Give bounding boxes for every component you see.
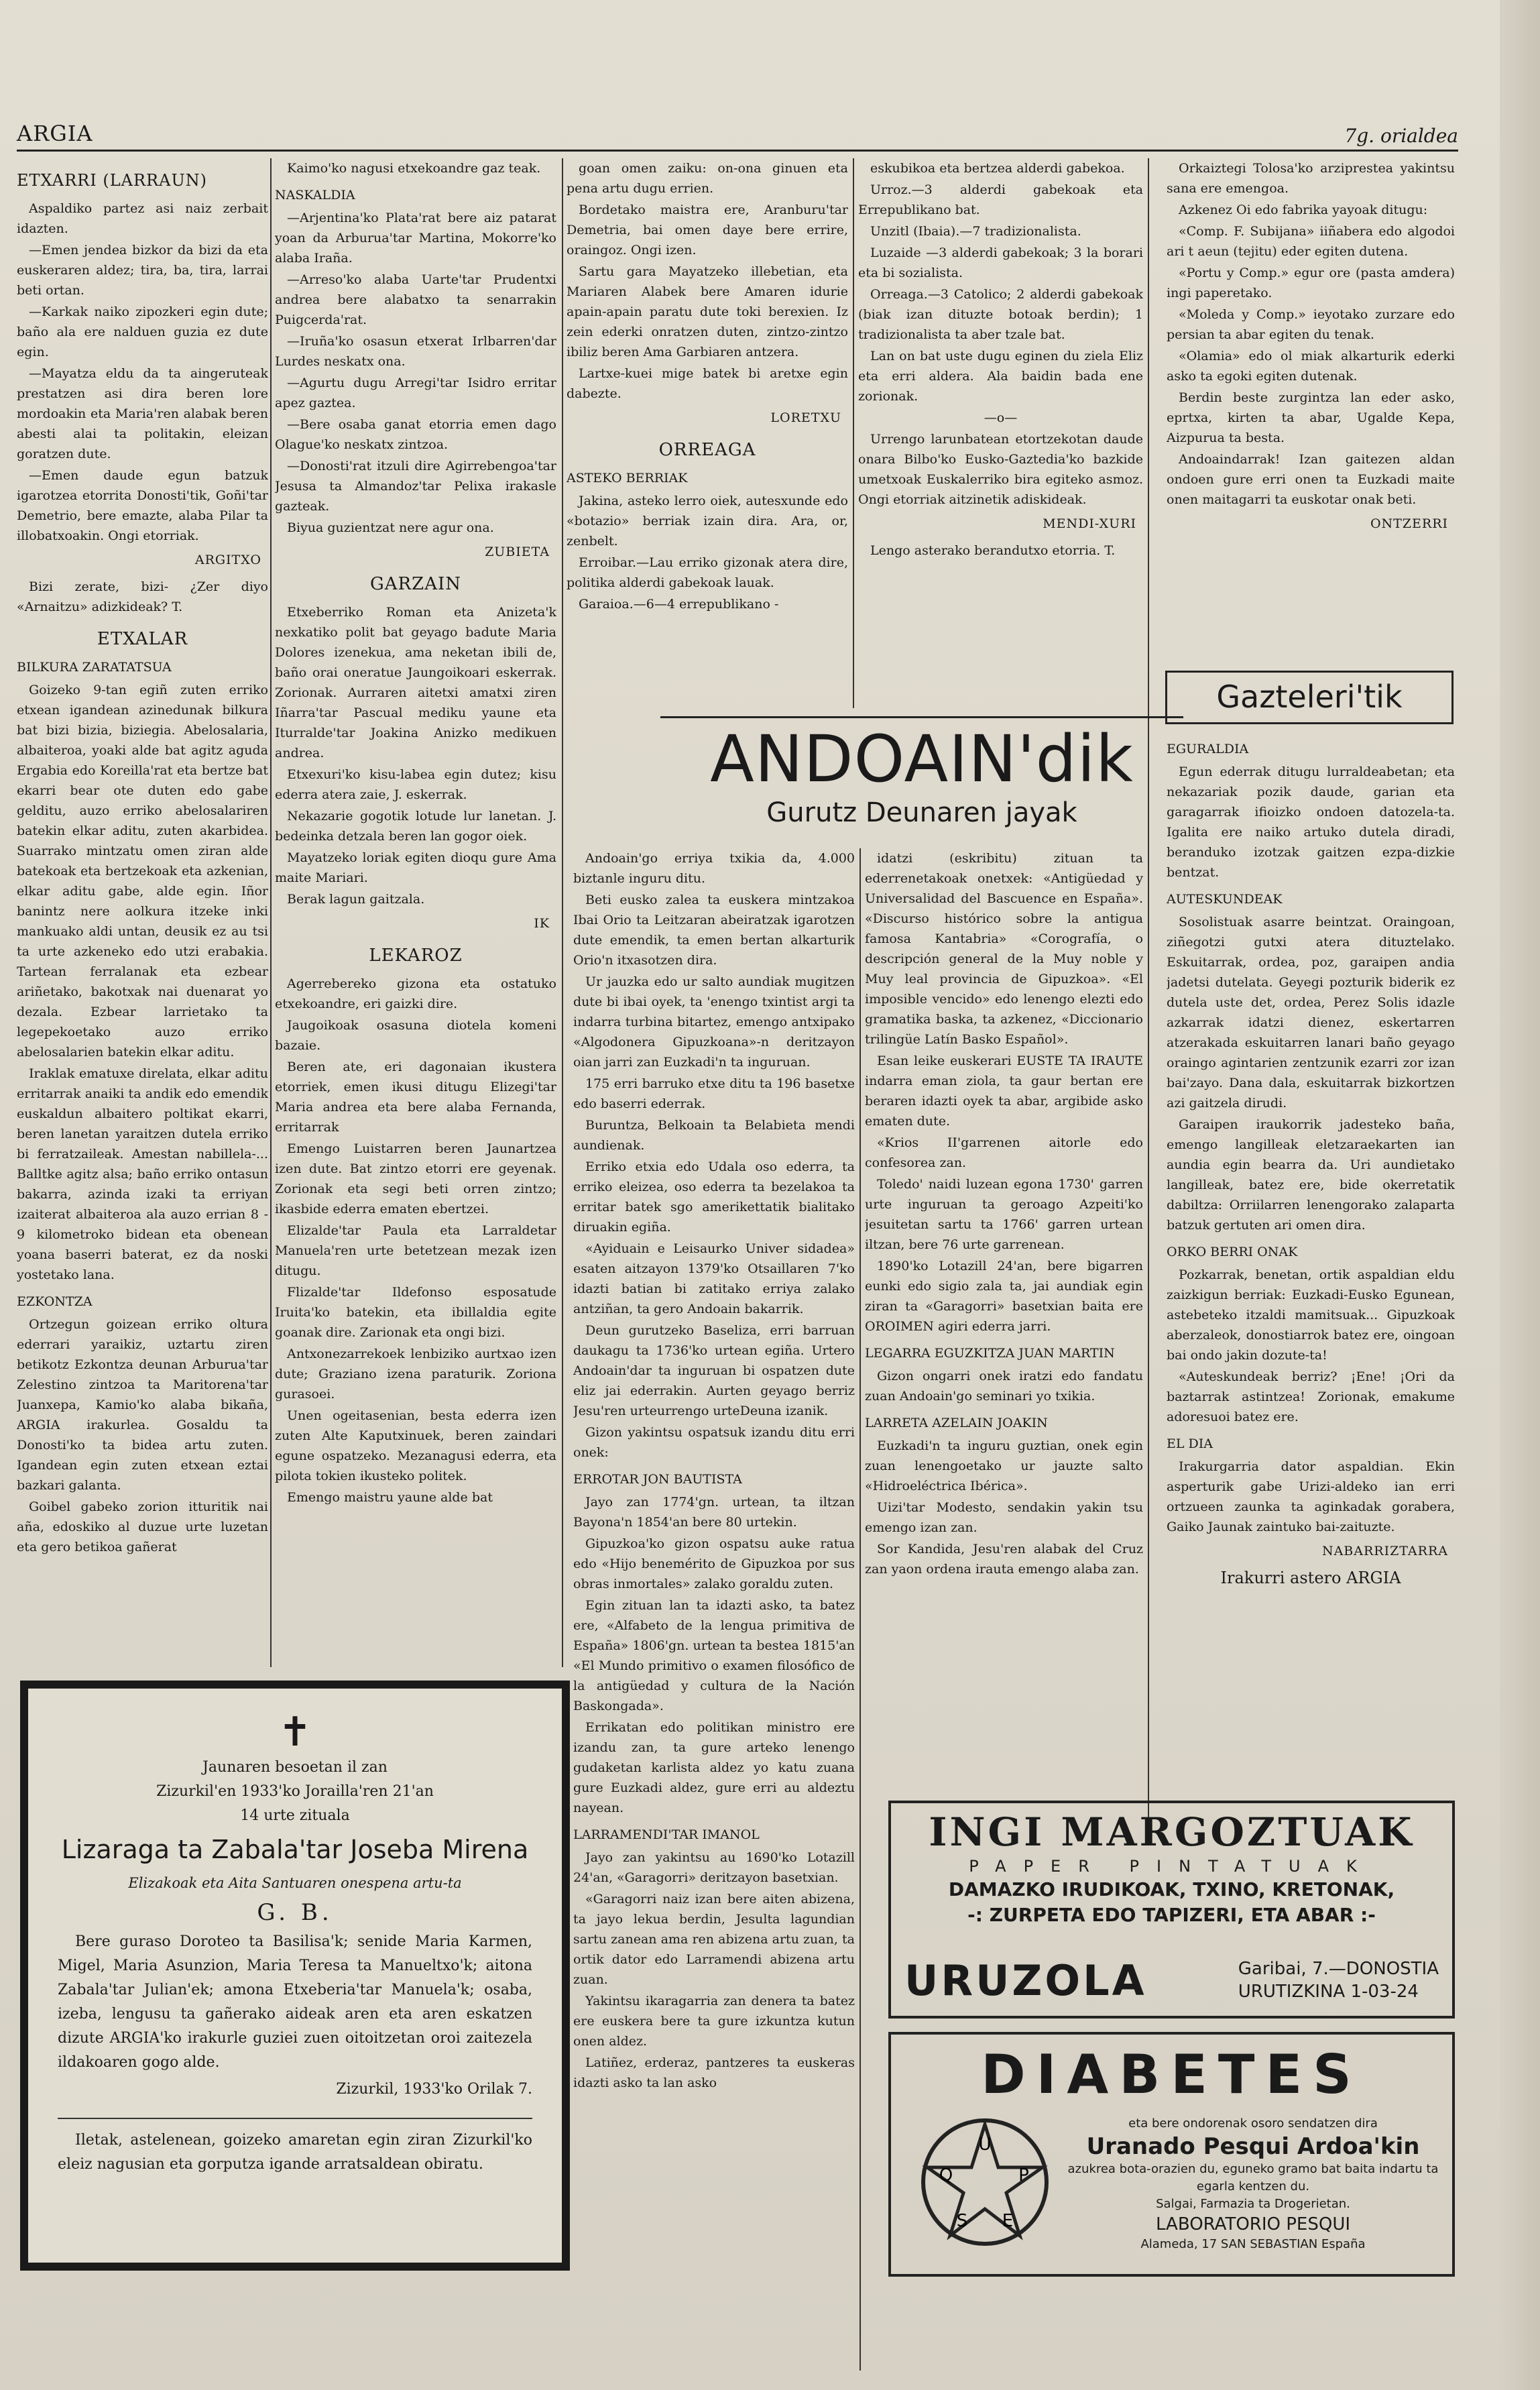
paragraph: Andoain'go erriya txikia da, 4.000 biztanle inguru ditu. <box>573 851 855 886</box>
paragraph: Emengo Luistarren beren Jaunartzea izen dute. Bat zintzo etorri ere geyenak. Zorionak eta segi beti orren zintzo; ikasbide ederra ematen ebertzei. <box>275 1141 556 1216</box>
signature: NABARRIZTARRA <box>1321 1544 1448 1558</box>
paragraph: Toledo' naidi luzean egona 1730' garren urte inguruan ta geroago Azpeiti'ko jesuitetan sartu ta 1766' garren urtean iltzan, bere 76 urte garrenean. <box>865 1177 1143 1252</box>
paragraph: «Ayiduain e Leisaurko Univer sidadea» esaten aitzayon 1379'ko Otsaillaren 7'ko idazti batian bi zatitako erriya zalako antziñan, ta gero Andoain bakarrik. <box>573 1241 855 1316</box>
section-title: LEKAROZ <box>369 946 463 966</box>
paragraph: Etxexuri'ko kisu-labea egin dutez; kisu ederra atera zaie, J. eskerrak. <box>275 767 556 802</box>
paragraph: —Emen daude egun batzuk igarotzea etorrita Donosti'tik, Goñi'tar Demetrio, bere emazte, alaba Pilar ta illobatxoakin. Ongi etorriak. <box>17 468 268 543</box>
andoain-title: ANDOAIN'dik <box>710 722 1134 797</box>
paragraph: —Iruña'ko osasun etxerat Irlbarren'dar Lurdes neskatx ona. <box>275 334 556 369</box>
paragraph: Berdin beste zurgintza lan eder asko, eprtxa, kirten ta abar, Ugalde Kepa, Aizpurua ta besta. <box>1167 390 1455 445</box>
page-edge <box>1500 0 1540 2390</box>
obituary-line: 14 urte zituala <box>240 1807 350 1824</box>
signature: IK <box>534 916 550 931</box>
paragraph: Bizi zerate, bizi- ¿Zer diyo «Arnaitzu» adizkideak? T. <box>17 579 268 614</box>
paragraph: Goizeko 9-tan egiñ zuten erriko etxean igandean azinedunak bilkura bat bizi bizia, biziegia. Abelosalaria, albaiteroa, yoaki alde bat agitz aguda Ergabia edo Koreilla'rat eta bertze bat ekarri bear ote duten edo gabe gelditu, auzo erriko abelosalariren batekin elkar aditu, zuten akarbidea. Suarrako mintzatu omen ziran alde batekoak eta bertzekoak eta azkenian, elkar aditu gabe, alde egin. Iñor banintz nere aolkura itzeke inki mankuako aldi untan, deusik ez au tsi ta urte azkeneko edo utzi erabakia. Tartean ferralanak eta ezbear ariñetako, bakotxak nai duenarat yo dezala. Ezbear larrietako ta legepekoetako auzo erriko abelosalarien batekin elkar aditu. <box>17 683 268 1060</box>
paragraph: Sor Kandida, Jesu'ren alabak del Cruz zan yaon ordena irauta emengo alaba zan. <box>865 1542 1143 1577</box>
diabetes-advertisement <box>888 2032 1455 2277</box>
subscribe-line: Irakurri astero ARGIA <box>1220 1569 1401 1587</box>
paragraph: Jayo zan yakintsu au 1690'ko Lotazill 24'an, «Garagorri» deritzayon basetxian. <box>573 1850 855 1885</box>
paragraph: —Karkak naiko zipozkeri egin dute; baño ala ere nalduen guzia ez dute egin. <box>17 304 268 359</box>
star-letter: E <box>1002 2211 1014 2231</box>
section-title: ORREAGA <box>658 440 756 460</box>
paragraph: 1890'ko Lotazill 24'an, bere bigarren eunki edo sigio zala ta, jai aundiak egin ziran ta «Garagorri» basetxian baita ere OROIMEN agiri ederra jarri. <box>865 1259 1143 1334</box>
paragraph: —Emen jendea bizkor da bizi da eta euskeraren aldez; tira, ba, tira, larrai beti ortan. <box>17 243 268 298</box>
paragraph: —Mayatza eldu da ta aingeruteak prestatzen asi dira beren lore mordoakin eta Maria'ren alabak beren abesti alai ta politakin, eleizan goratzen dute. <box>17 366 268 461</box>
paragraph: Berak lagun gaitzala. <box>287 892 425 907</box>
page-number: 7g. orialdea <box>1344 125 1458 147</box>
ad-text <box>1065 2115 1441 2253</box>
paragraph: Ur jauzka edo ur salto aundiak mugitzen dute bi ibai oyek, ta 'enengo txintist argi ta indarra turbina bitartez, emengo antxipako «Algodonera Gipuzkoana»-n deritzayon oian jarri zan Euzkadi'n ta inguruan. <box>573 974 855 1070</box>
paragraph: Mayatzeko loriak egiten dioqu gure Ama maite Mariari. <box>275 850 556 885</box>
paragraph: Beren ate, eri dagonaian ikustera etorriek, emen ikusi ditugu Elizegi'tar Maria andrea eta bere alaba Fernanda, erritarrak <box>275 1060 556 1135</box>
paragraph: «Krios II'garrenen aitorle edo confesorea zan. <box>865 1135 1143 1170</box>
ad-title: DIABETES <box>981 2043 1362 2106</box>
column-rule <box>270 158 272 1667</box>
paragraph: Buruntza, Belkoain ta Belabieta mendi aundienak. <box>573 1118 855 1153</box>
paragraph: Urrengo larunbatean etortzekotan daude onara Bilbo'ko Eusko-Gaztedia'ko bazkide umetxoak Euskalerriko bira egiteko asmoz. Ongi etorriak aitzinetik adiskideak. <box>858 432 1143 507</box>
ad-brand: URUZOLA <box>904 1956 1147 2005</box>
paragraph: Euzkadi'n ta inguru guztian, onek egin zuan lenengoetako ur jauzte salto «Hidroeléctrica Ibérica». <box>865 1438 1143 1493</box>
paragraph: —Arreso'ko alaba Uarte'tar Prudentxi andrea bere alabatxo ta senarrakin Puigcerda'rat. <box>275 272 556 327</box>
paragraph: Erriko etxia edo Udala oso ederra, ta erriko eleizea, oso ederra ta bezelakoa ta erritar batek sgo amerikettatik bialitako diruakin egiña. <box>573 1159 855 1235</box>
subheading: NASKALDIA <box>275 188 355 203</box>
column-rule <box>860 848 861 2371</box>
section-title: ETXARRI (LARRAUN) <box>17 171 208 190</box>
paragraph: Kaimo'ko nagusi etxekoandre gaz teak. <box>287 161 541 176</box>
subheading: EGURALDIA <box>1167 742 1249 756</box>
paragraph: —Bere osaba ganat etorria emen dago Olague'ko neskatx zintzoa. <box>275 417 556 452</box>
ad-address-line: Garibai, 7.—DONOSTIA <box>1238 1959 1439 1979</box>
column-5-bottom <box>1167 732 1455 1785</box>
paragraph: Latiñez, erderaz, pantzeres ta euskeras idazti asko ta lan asko <box>573 2055 855 2090</box>
divider <box>58 2118 532 2119</box>
paragraph: Goibel gabeko zorion itturitik nai aña, edoskiko al duzue urte luzetan eta gero betikoa gañerat <box>17 1499 268 1554</box>
obituary-initials: G. B. <box>257 1899 333 1926</box>
column-rule <box>853 158 854 708</box>
signature: ZUBIETA <box>485 545 550 559</box>
ad-line: DAMAZKO IRUDIKOAK, TXINO, KRETONAK, <box>948 1878 1395 1900</box>
paragraph: Andoaindarrak! Izan gaitezen aldan ondoen gure erri onen ta Euzkadi maite onen maitagarri ta euskotar onak beti. <box>1167 452 1455 507</box>
paragraph: «Portu y Comp.» egur ore (pasta amdera) ingi paperetako. <box>1167 266 1455 300</box>
column-5-top <box>1167 158 1455 661</box>
paragraph: Orreaga.—3 Catolico; 2 alderdi gabekoak (biak izan dituzte botoak berdin); 1 tradizionalista ta aber tzale bat. <box>858 287 1143 342</box>
column-1 <box>17 158 268 1664</box>
paragraph: «Garagorri naiz izan bere aiten abizena, ta jayo lekua berdin, Jesulta lagundian sartu zanean ama ren abizena artu zuan, ta ortik dator edo Larramendi abizena artu zuan. <box>573 1892 855 1987</box>
paragraph: Lan on bat uste dugu eginen du ziela Eliz eta erri aldera. Ala baidin bada ene zorionak. <box>858 349 1143 404</box>
paragraph: Biyua guzientzat nere agur ona. <box>287 520 494 535</box>
gazteleri-box-title: Gazteleri'tik <box>1165 671 1454 724</box>
paragraph: Flizalde'tar Ildefonso esposatude Iruita'ko batekin, eta ibillaldia egite goanak dire. Zarionak eta ongi bizi. <box>275 1285 556 1340</box>
paragraph: Egun ederrak ditugu lurraldeabetan; eta nekazariak pozik daude, garian eta garagarrak ifioizko ondoen datozela-ta. Igalita ere naiko artuko dutela diradi, beranduko izotzak gaitzen ezpa-dizkie bentzat. <box>1167 764 1455 880</box>
paragraph: Elizalde'tar Paula eta Larraldetar Manuela'ren urte betetzean mezak izen ditugu. <box>275 1223 556 1278</box>
section-title: GARZAIN <box>370 574 461 594</box>
subheading: EL DIA <box>1167 1436 1213 1451</box>
ad-title: INGI MARGOZTUAK <box>929 1809 1415 1855</box>
ad-address-line: URUTIZKINA 1-03-24 <box>1238 1982 1419 2002</box>
obituary-notice <box>20 1681 570 2271</box>
paragraph: —Agurtu dugu Arregi'tar Isidro erritar apez gaztea. <box>275 376 556 410</box>
ad-laboratory: LABORATORIO PESQUI <box>1155 2214 1351 2234</box>
cross-icon: ✝ <box>278 1709 312 1756</box>
signature: LORETXU <box>770 410 841 425</box>
section-title: ETXALAR <box>97 629 188 649</box>
paragraph: idatzi (eskribitu) zituan ta ederrenetakoak onetxek: «Antigüedad y Universalidad del Bascuence en España». «Discurso histórico sobre la antigua famosa Kantabria» «Corografía, o descripción general de la Muy noble y Muy leal provincia de Gipuzkoa». «El imposible vencido» edo lenengo elezti edo gramatika baska, ta azkenez, «Diccionario trilingüe Latín Basko Español». <box>865 851 1143 1047</box>
paragraph: Sosolistuak asarre beintzat. Oraingoan, ziñegotzi gutxi atera dituztelako. Eskuitarrak, ordea, poz, garaipen andia jadetsi dutelata. Geyegi pozturik biderik ez dutela uste det, ordea, Perez Solis idazle azkarrak idatzi dienez, eskertarren atzerakada eskuitarren lanari baño geyago oraingo agintarien zentzunik ezarri zor izan bai'zayo. Dana dala, eskuitarrak bizkortzen azi gaitzela dirudi. <box>1167 915 1455 1111</box>
paragraph: —Donosti'rat itzuli dire Agirrebengoa'tar Jesusa ta Almandoz'tar Pelixa irakasle gazteak. <box>275 459 556 514</box>
paragraph: Lengo asterako berandutxo etorria. T. <box>870 543 1116 558</box>
paragraph: Irakurgarria dator aspaldian. Ekin asperturik gabe Urizi-aldeko ian erri ortzueen zaunka ta aginkadak gorabera, Gaiko Jaunak zaintuko bai-zaituzte. <box>1167 1459 1455 1534</box>
ad-address: Alameda, 17 SAN SEBASTIAN España <box>1140 2237 1366 2251</box>
paragraph: goan omen zaiku: on-ona ginuen eta pena artu dugu errien. <box>567 161 848 196</box>
paragraph: Orkaiztegi Tolosa'ko arziprestea yakintsu sana ere emengoa. <box>1167 161 1455 196</box>
paragraph: Agerrebereko gizona eta ostatuko etxekoandre, eri gaizki dire. <box>275 976 556 1011</box>
paragraph: eskubikoa eta bertzea alderdi gabekoa. <box>870 161 1125 176</box>
paragraph: Sartu gara Mayatzeko illebetian, eta Mariaren Alabek bere Amaren idurie apain-apain paratu dute toki berexien. Iz zein ederki onratzen duten, zintzo-zintzo ibiliz beren Ama Garbiaren antzera. <box>567 264 848 359</box>
andoain-subtitle: Gurutz Deunaren jayak <box>766 797 1077 828</box>
star-letter: S <box>956 2211 968 2231</box>
column-rule <box>562 158 563 1667</box>
paragraph: Luzaide —3 alderdi gabekoak; 3 la borari eta bi sozialista. <box>858 245 1143 280</box>
column-rule <box>1148 158 1149 1835</box>
star-letter: Q <box>939 2165 953 2185</box>
ad-brand: Uranado Pesqui Ardoa'kin <box>1086 2133 1420 2160</box>
obituary-rites: Elizakoak eta Aita Santuaren onespena artu-ta <box>128 1875 462 1891</box>
deceased-name: Lizaraga ta Zabala'tar Joseba Mirena <box>61 1835 529 1864</box>
subheading: EZKONTZA <box>17 1294 93 1309</box>
star-letter: U <box>978 2135 992 2155</box>
paragraph: Emengo maistru yaune alde bat <box>287 1490 493 1505</box>
paragraph: Garaioa.—6—4 errepublikano - <box>579 597 779 612</box>
paragraph: —Arjentina'ko Plata'rat bere aiz patarat yoan da Arburua'tar Martina, Mokorre'ko alaba Iraña. <box>275 211 556 266</box>
signature: MENDI-XURI <box>1043 516 1136 531</box>
paragraph: Jaugoikoak osasuna diotela komeni bazaie. <box>275 1018 556 1053</box>
paragraph: 175 erri barruko etxe ditu ta 196 basetxe edo baserri ederrak. <box>573 1076 855 1111</box>
paragraph: Bordetako maistra ere, Aranburu'tar Demetria, bai omen daye bere errire, oraingoz. Ongi izen. <box>567 203 848 258</box>
paragraph: Egin zituan lan ta idazti asko, ta batez ere, «Alfabeto de la lengua primitiva de España» 1806'gn. urtean ta bestea 1815'an «El Mundo primitivo o examen filosófico de la antigüedad y cultura de la Nación Baskongada». <box>573 1598 855 1713</box>
obituary-line: Zizurkil'en 1933'ko Jorailla'ren 21'an <box>156 1783 434 1800</box>
separator: —o— <box>984 410 1018 425</box>
subheading: AUTESKUNDEAK <box>1167 892 1283 907</box>
subheading: ASTEKO BERRIAK <box>567 471 688 486</box>
column-2 <box>275 158 556 1664</box>
paragraph: Jakina, asteko lerro oiek, autesxunde edo «botazio» berriak izain dira. Ara, or, zenbelt. <box>567 494 848 549</box>
paragraph: Uizi'tar Modesto, sendakin yakin tsu emengo izan zan. <box>865 1500 1143 1535</box>
paragraph: Unzitl (Ibaia).—7 tradizionalista. <box>870 224 1081 239</box>
wallpaper-advertisement <box>888 1801 1455 2018</box>
obituary-note: Iletak, astelenean, goizeko amaretan egin ziran Zizurkil'ko eleiz nagusian eta gorputza igande arratsaldean obiratu. <box>58 2132 532 2173</box>
ad-subtitle: PAPER PINTATUAK <box>969 1857 1374 1876</box>
column-7 <box>865 848 1143 1787</box>
paragraph: «Auteskundeak berriz? ¡Ene! ¡Ori da baztarrak astintzea! Zorionak, emakume adoresuoi batez ere. <box>1167 1369 1455 1424</box>
paragraph: Esan leike euskerari EUSTE TA IRAUTE indarra eman ziola, ta gaur bertan ere beraren idazti oyek ta abar, argibide asko ematen dute. <box>865 1054 1143 1129</box>
paragraph: Urroz.—3 alderdi gabekoak eta Errepublikano bat. <box>858 182 1143 217</box>
paragraph: Etxeberriko Roman eta Anizeta'k nexkatiko polit bat geyago badute Maria Dolores izenekua, ama neketan ibili de, baño orai oneratue Jaungoikoari eskerrak. Zorionak. Aurraren aitetxi amatxi ziren Iñarra'tar Pascual mediku yaune eta Iturralde'tar Joakina Anizko medikuen andrea. <box>275 605 556 760</box>
paragraph: «Comp. F. Subijana» iiñabera edo algodoi ari t aeun (tejitu) eder egiten dutena. <box>1167 224 1455 259</box>
column-3 <box>567 158 848 705</box>
paragraph: Gizon ongarri onek iratzi edo fandatu zuan Andoain'go seminari yo txikia. <box>865 1369 1143 1404</box>
paragraph: Gipuzkoa'ko gizon ospatsu auke ratua edo «Hijo benemérito de Gipuzkoa por sus obras inmortales» zalako goraldu zuten. <box>573 1536 855 1591</box>
paragraph: Iraklak ematuxe direlata, elkar aditu erritarrak anaiki ta andik edo emendik euskaldun albaitero poltikat ekarri, beren lanetan yaraitzen dutela erriko bi ferratzaileak. Amestan nabillela-... Balltke agitz alsa; baño erriko ontasun bakarra, azinda izaki ta erriyan izaiterat albaiteroa ala auzo errian 8 - 9 kilometroko bidean eta obenean yoana baserri baterat, ez da noski yostetako lana. <box>17 1066 268 1282</box>
paragraph: «Olamia» edo ol miak alkarturik ederki asko ta egoki egiten dutenak. <box>1167 349 1455 384</box>
paragraph: Garaipen iraukorrik jadesteko baña, emengo langilleak eletzaraekarten ian aundia egin bearra da. Uri aundietako langilleak, batez ere, bide okerretatik dabiltza: Orriilarren lenengorako zalaparta batzuk gertuten ari omen dira. <box>1167 1117 1455 1233</box>
paragraph: Pozkarrak, benetan, ortik aspaldian eldu zaizkigun berriak: Euzkadi-Eusko Egunean, astebeteko itzaldi mamitsuak... Gipuzkoak aberzaleok, donostiarrok batez ere, oingoan bai ondo jakin dozute-ta! <box>1167 1267 1455 1363</box>
signature: ONTZERRI <box>1370 516 1448 531</box>
andoain-article-header <box>660 716 1183 850</box>
subheading: ERROTAR JON BAUTISTA <box>573 1472 742 1487</box>
signature: ARGITXO <box>194 553 261 567</box>
paragraph: «Moleda y Comp.» ieyotako zurzare edo persian ta abar egiten du tenak. <box>1167 307 1455 342</box>
paragraph: Errikatan edo politikan ministro ere izandu zan, ta gure arteko lenengo gudaketan karlista aldez yo katu zuana gure Euzkadi aldez, gure erri au aldeztu nayean. <box>573 1720 855 1815</box>
paragraph: Ortzegun goizean erriko oltura ederrari yaraikiz, uztartu ziren betikotz Ezkontza deunan Arburua'tar Zelestino zintzoa ta Maritorena'tar Juanxepa, Kamio'ko alaba bikaña, ARGIA irakurlea. Gosaldu ta Donosti'ko ta bidea artu zuten. Igandean egin zuten etxean eztai bazkari galanta. <box>17 1317 268 1493</box>
masthead <box>17 121 1458 152</box>
subheading: LARRAMENDI'TAR IMANOL <box>573 1827 760 1842</box>
obituary-date: Zizurkil, 1933'ko Orilak 7. <box>336 2081 532 2098</box>
paper-name: ARGIA <box>17 121 93 146</box>
paragraph: Gizon yakintsu ospatsuk izandu ditu erri onek: <box>573 1425 855 1460</box>
ad-line: azukrea bota-orazien du, eguneko gramo bat baita indartu ta egarla kentzen du. <box>1067 2162 1439 2194</box>
column-6 <box>573 848 855 2371</box>
paragraph: Deun gurutzeko Baseliza, erri barruan daukagu ta 1736'ko urtean egiña. Urtero Andoain'dar ta inguruan bi ospatzen dute eliz jai ederrakin. Aurten geyago berriz Jesu'ren urteurrengo urteDeuna izanik. <box>573 1323 855 1418</box>
paragraph: Antxonezarrekoek lenbiziko aurtxao izen dute; Graziano izena paraturik. Zoriona gurasoei. <box>275 1347 556 1402</box>
ad-line: Salgai, Farmazia ta Drogerietan. <box>1156 2197 1350 2211</box>
paragraph: Erroibar.—Lau erriko gizonak atera dire, politika alderdi gabekoak lauak. <box>567 555 848 590</box>
column-4 <box>858 158 1143 705</box>
ad-line: eta bere ondorenak osoro sendatzen dira <box>1128 2116 1378 2130</box>
star-letter: P <box>1018 2165 1029 2185</box>
paragraph: Nekazarie gogotik lotude lur lanetan. J. bedeinka detzala beren lan gogor oiek. <box>275 809 556 844</box>
subheading: LEGARRA EGUZKITZA JUAN MARTIN <box>865 1346 1115 1361</box>
paragraph: Aspaldiko partez asi naiz zerbait idazten. <box>17 201 268 236</box>
star-logo-icon <box>918 2115 1052 2249</box>
paragraph: Unen ogeitasenian, besta ederra izen zuten Alte Kaputxinuek, beren zaindari egune ospatzeko. Mezanagusi ederra, eta pilota tokien ikusteko politek. <box>275 1408 556 1483</box>
subheading: ORKO BERRI ONAK <box>1167 1245 1298 1259</box>
paragraph: Jayo zan 1774'gn. urtean, ta iltzan Bayona'n 1854'an bere 80 urtekin. <box>573 1495 855 1530</box>
paragraph: Yakintsu ikaragarria zan denera ta batez ere euskera bere ta gure izkuntza kutun onen aldez. <box>573 1994 855 2049</box>
obituary-line: Jaunaren besoetan il zan <box>202 1759 388 1776</box>
ad-address <box>1238 1957 1439 2003</box>
subheading: BILKURA ZARATATSUA <box>17 660 172 675</box>
obituary-body: Bere guraso Doroteo ta Basilisa'k; senide Maria Karmen, Migel, Maria Asunzion, Maria Teresa ta Manueltxo'k; aitona Zabala'tar Julian'ek; amona Etxeberia'tar Manuela'k; osaba, izeba, lengusu ta gañerako aideak aren eta aren eskatzen dizute ARGIA'ko irakurle guziei zuen oitoitzetan oroi zaitezela ildakoaren gogo alde. <box>58 1933 532 2071</box>
paragraph: Lartxe-kuei mige batek bi aretxe egin dabezte. <box>567 366 848 401</box>
ad-line: -: ZURPETA EDO TAPIZERI, ETA ABAR :- <box>967 1904 1376 1926</box>
paragraph: Azkenez Oi edo fabrika yayoak ditugu: <box>1179 203 1428 217</box>
paragraph: Beti eusko zalea ta euskera mintzakoa Ibai Orio ta Leitzaran abeiratzak igarotzen dute emendik, ta emen bertan alkarturik Orio'n itxasotzen dira. <box>573 893 855 968</box>
subheading: LARRETA AZELAIN JOAKIN <box>865 1416 1048 1430</box>
